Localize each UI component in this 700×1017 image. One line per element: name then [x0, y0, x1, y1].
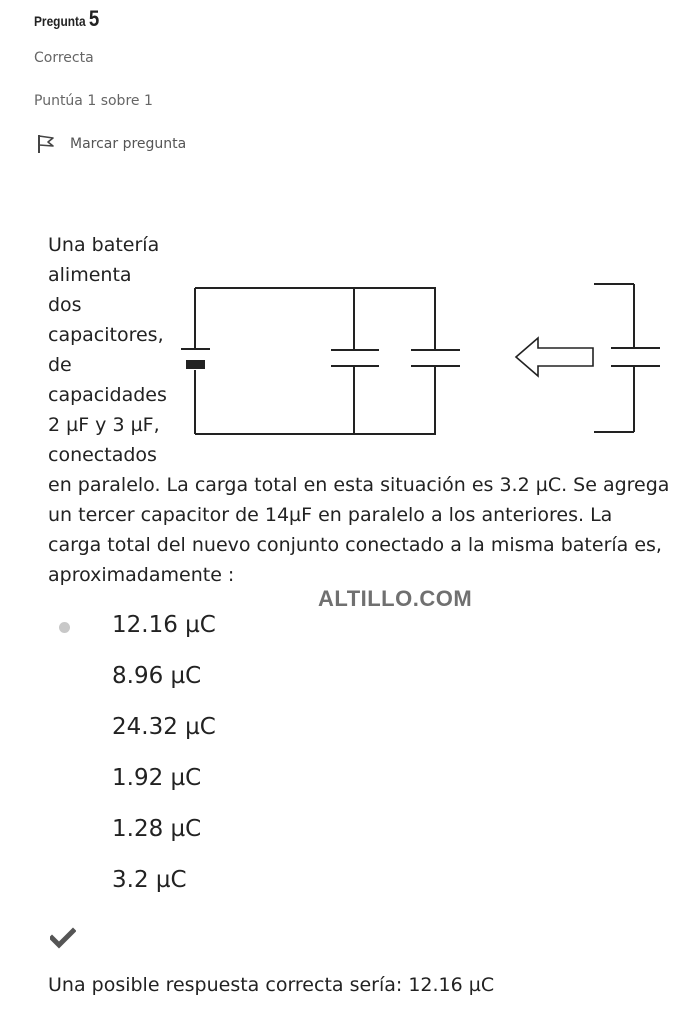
flag-icon — [36, 134, 56, 154]
question-text-line: un tercer capacitor de 14µF en paralelo a los anteriores. La — [48, 504, 613, 526]
answer-option[interactable]: 1.28 µC — [112, 816, 202, 842]
question-text-line: conectados — [48, 444, 157, 466]
question-text-line: de — [48, 354, 72, 376]
question-label: Pregunta — [34, 13, 86, 29]
flag-question-link[interactable] — [36, 134, 186, 154]
answer-option[interactable]: 12.16 µC — [112, 612, 216, 638]
question-text-line: capacitores, — [48, 324, 164, 346]
flag-question-label: Marcar pregunta — [70, 136, 187, 152]
question-text-narrow — [48, 230, 178, 470]
question-text-line: 2 µF y 3 µF, — [48, 414, 160, 436]
question-text-line: en paralelo. La carga total en esta situación es 3.2 µC. Se agrega — [48, 474, 670, 496]
question-title — [34, 6, 99, 32]
correct-answer-feedback: Una posible respuesta correcta sería: 12.16 µC — [48, 974, 495, 996]
question-text-line: alimenta — [48, 264, 132, 286]
answer-option[interactable]: 8.96 µC — [112, 663, 202, 689]
question-number: 5 — [88, 6, 100, 31]
answer-option[interactable]: 24.32 µC — [112, 714, 216, 740]
question-text-line: dos — [48, 294, 82, 316]
check-icon — [50, 927, 76, 949]
question-grade: Puntúa 1 sobre 1 — [34, 93, 153, 109]
question-text-wide — [48, 470, 678, 590]
answer-option[interactable]: 1.92 µC — [112, 765, 202, 791]
arrow-left-icon — [516, 338, 593, 376]
radio-dot-icon[interactable] — [59, 622, 70, 633]
circuit-diagram — [176, 280, 676, 444]
answer-option[interactable]: 3.2 µC — [112, 867, 187, 893]
question-text-line: aproximadamente : — [48, 564, 235, 586]
battery-symbol — [181, 349, 210, 369]
watermark: ALTILLO.COM — [318, 586, 473, 611]
question-text-line: Una batería — [48, 234, 160, 256]
question-text-line: capacidades — [48, 384, 167, 406]
question-state: Correcta — [34, 50, 94, 66]
question-text-line: carga total del nuevo conjunto conectado a la misma batería es, — [48, 534, 662, 556]
